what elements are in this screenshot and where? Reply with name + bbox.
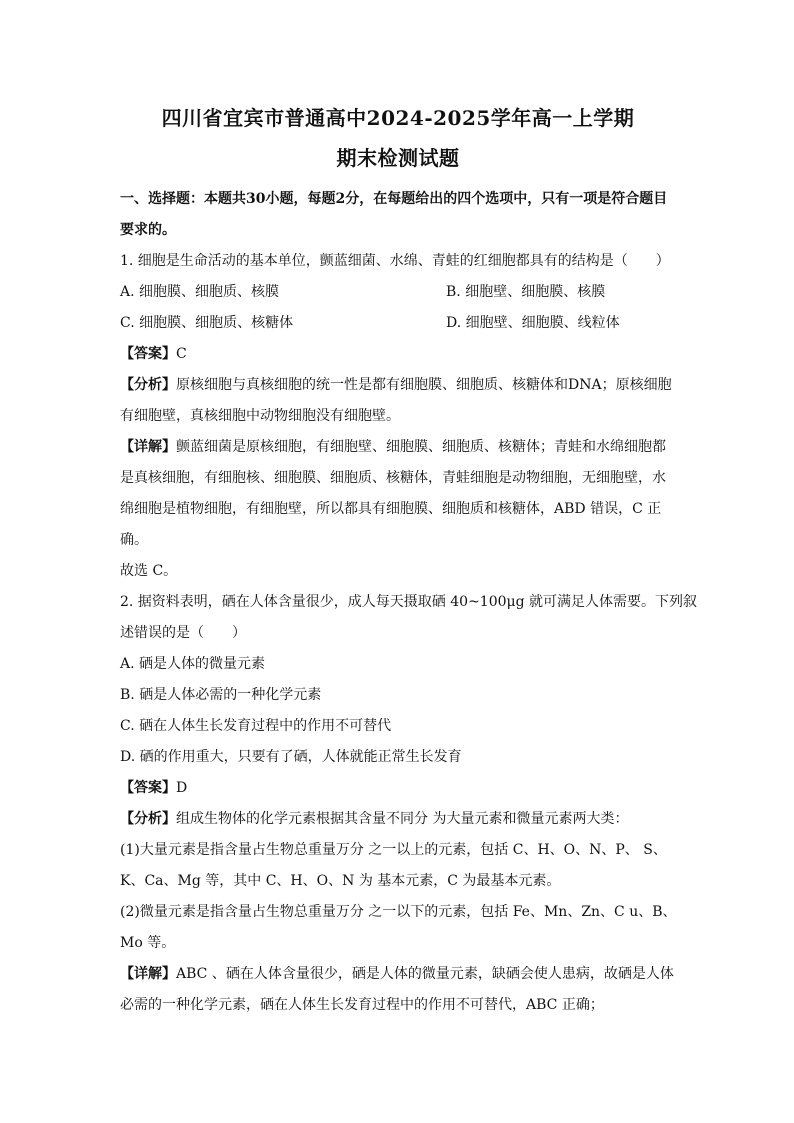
section-heading-line2: 要求的。 bbox=[120, 222, 176, 238]
q2-stem-line1: 2. 据资料表明，硒在人体含量很少，成人每天摄取硒 40~100μg 就可满足人体需要。下列叙 bbox=[120, 594, 698, 610]
q1-detail-tag: 【详解】 bbox=[120, 439, 176, 455]
q2-detail-line2: 必需的一种化学元素，硒在人体生长发育过程中的作用不可替代，ABC 正确； bbox=[120, 997, 604, 1013]
q2-analysis-line3: K、Ca、Mg 等，其中 C、H、O、N 为 基本元素，C 为最基本元素。 bbox=[120, 873, 561, 889]
q2-analysis-line2: (1)大量元素是指含量占生物总重量万分 之一以上的元素，包括 C、H、O、N、P、 S、 bbox=[120, 842, 667, 858]
q2-analysis-text1: 组成生物体的化学元素根据其含量不同分 为大量元素和微量元素两大类： bbox=[176, 811, 629, 827]
q1-options-row2 bbox=[120, 308, 676, 339]
q1-analysis-tag: 【分析】 bbox=[120, 377, 176, 393]
q1-analysis-text1: 原核细胞与真核细胞的统一性是都有细胞膜、细胞质、核糖体和DNA；原核细胞 bbox=[176, 377, 672, 393]
document-title-line1: 四川省宜宾市普通高中2024-2025学年高一上学期 bbox=[161, 106, 635, 130]
q1-detail-line1 bbox=[120, 432, 676, 463]
q2-answer bbox=[120, 773, 676, 804]
q1-analysis-line1 bbox=[120, 370, 676, 401]
q1-option-b: B. 细胞壁、细胞膜、核膜 bbox=[446, 284, 606, 300]
q1-options-row1 bbox=[120, 277, 676, 308]
q1-detail-line2: 是真核细胞，有细胞核、细胞膜、细胞质、核糖体，青蛙细胞是动物细胞，无细胞壁，水 bbox=[120, 470, 666, 486]
q1-detail-text1: 颤蓝细菌是原核细胞，有细胞壁、细胞膜、细胞质、核糖体；青蛙和水绵细胞都 bbox=[176, 439, 666, 455]
document-content bbox=[120, 100, 698, 1021]
q2-detail-tag: 【详解】 bbox=[120, 966, 176, 982]
q2-detail-text1: ABC 、硒在人体含量很少，硒是人体的微量元素，缺硒会使人患病，故硒是人体 bbox=[176, 966, 674, 982]
q1-option-a: A. 细胞膜、细胞质、核膜 bbox=[120, 284, 280, 300]
q2-analysis-line1 bbox=[120, 804, 676, 835]
q2-detail-line1 bbox=[120, 959, 676, 990]
q1-option-d: D. 细胞壁、细胞膜、线粒体 bbox=[446, 315, 620, 331]
q2-option-b: B. 硒是人体必需的一种化学元素 bbox=[120, 687, 322, 703]
q1-detail-line4: 确。 bbox=[120, 532, 148, 548]
q2-stem-line2: 述错误的是（ ） bbox=[120, 625, 246, 641]
q2-answer-tag: 【答案】 bbox=[120, 780, 176, 796]
q2-option-d: D. 硒的作用重大，只要有了硒，人体就能正常生长发育 bbox=[120, 749, 462, 765]
q2-analysis-tag: 【分析】 bbox=[120, 811, 176, 827]
q1-answer-value: C bbox=[176, 346, 187, 362]
q1-answer bbox=[120, 339, 676, 370]
q2-option-a: A. 硒是人体的微量元素 bbox=[120, 656, 266, 672]
q2-analysis-line4: (2)微量元素是指含量占生物总重量万分 之一以下的元素，包括 Fe、Mn、Zn、C u、B、 bbox=[120, 904, 677, 920]
q2-answer-value: D bbox=[176, 780, 188, 796]
q2-option-c: C. 硒在人体生长发育过程中的作用不可替代 bbox=[120, 718, 392, 734]
q1-answer-tag: 【答案】 bbox=[120, 346, 176, 362]
section-heading-line1: 一、选择题：本题共30小题，每题2分，在每题给出的四个选项中，只有一项是符合题目 bbox=[120, 191, 668, 207]
q1-option-c: C. 细胞膜、细胞质、核糖体 bbox=[120, 315, 294, 331]
document-title-line2: 期末检测试题 bbox=[336, 146, 460, 170]
q1-analysis-line2: 有细胞壁，真核细胞中动物细胞没有细胞壁。 bbox=[120, 408, 400, 424]
q1-stem: 1. 细胞是生命活动的基本单位，颤蓝细菌、水绵、青蛙的红细胞都具有的结构是（ ） bbox=[120, 253, 670, 269]
q2-analysis-line5: Mo 等。 bbox=[120, 935, 176, 951]
q1-choose: 故选 C。 bbox=[120, 563, 178, 579]
q1-detail-line3: 绵细胞是植物细胞，有细胞壁，所以都具有细胞膜、细胞质和核糖体，ABD 错误，C 正 bbox=[120, 501, 662, 517]
